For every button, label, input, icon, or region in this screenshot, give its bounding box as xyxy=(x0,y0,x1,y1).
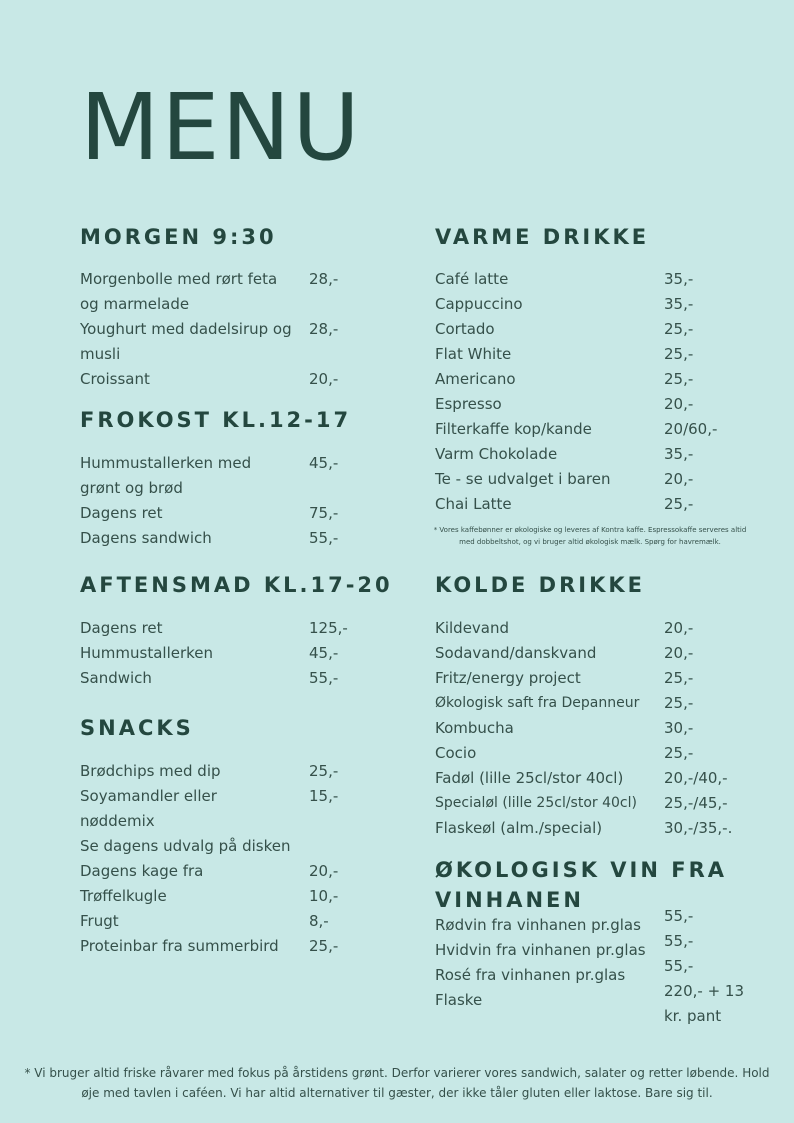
item-name: Americano xyxy=(435,370,516,388)
menu-item xyxy=(80,641,400,666)
menu-item xyxy=(80,859,400,884)
wine-price: 55,- xyxy=(664,932,694,950)
item-price: 30,-/35,-. xyxy=(664,819,733,837)
menu-item xyxy=(80,884,400,909)
item-price: 20,- xyxy=(664,619,694,637)
item-name: Se dagens udvalg på disken xyxy=(80,837,291,855)
item-price: 20,-/40,- xyxy=(664,769,728,787)
menu-item xyxy=(80,526,400,551)
menu-item xyxy=(80,759,400,784)
item-price: 25,- xyxy=(309,762,339,780)
item-name: Cocio xyxy=(435,744,477,762)
menu-list xyxy=(80,267,400,392)
wine-price: 220,- + 13 xyxy=(664,982,745,1000)
item-name: Cortado xyxy=(435,320,495,338)
menu-item xyxy=(435,442,765,467)
menu-item xyxy=(435,741,765,766)
menu-item xyxy=(435,791,765,816)
wine-name: Rosé fra vinhanen pr.glas xyxy=(435,966,626,984)
item-price: 8,- xyxy=(309,912,329,930)
menu-list xyxy=(80,451,400,551)
item-name: Sandwich xyxy=(80,669,152,687)
item-name: Dagens ret xyxy=(80,504,163,522)
item-name: Kildevand xyxy=(435,619,510,637)
item-price: 25,- xyxy=(664,495,694,513)
item-price: 15,- xyxy=(309,787,339,805)
item-price: 35,- xyxy=(664,295,694,313)
item-price: 35,- xyxy=(664,445,694,463)
wine-name: Hvidvin fra vinhanen pr.glas xyxy=(435,941,646,959)
item-price: 125,- xyxy=(309,619,348,637)
menu-item xyxy=(435,467,765,492)
section-aftensmad xyxy=(80,570,400,691)
item-name: Croissant xyxy=(80,370,150,388)
menu-item xyxy=(435,641,765,666)
menu-item xyxy=(80,616,400,641)
menu-item xyxy=(435,666,765,691)
item-price: 75,- xyxy=(309,504,339,522)
item-name: Chai Latte xyxy=(435,495,512,513)
item-name: Dagens sandwich xyxy=(80,529,212,547)
section-morgen xyxy=(80,222,400,392)
item-price: 28,- xyxy=(309,320,339,338)
wine-price: kr. pant xyxy=(664,1007,722,1025)
item-price: 35,- xyxy=(664,270,694,288)
section-kolde-drikke xyxy=(435,570,765,841)
item-name: Varm Chokolade xyxy=(435,445,558,463)
page-title: MENU xyxy=(80,74,362,181)
item-price: 25,- xyxy=(664,694,694,712)
wine-name: Rødvin fra vinhanen pr.glas xyxy=(435,916,641,934)
footer-note: * Vi bruger altid friske råvarer med fokus på årstidens grønt. Derfor varierer vores sandwich, salater og retter løbende. Hold øje med tavlen i caféen. Vi har altid alternativer til gæster, der ikke tåler gluten eller laktose. Bare sig til. xyxy=(24,1066,770,1100)
menu-item xyxy=(435,267,765,292)
wine-prices xyxy=(664,904,744,1029)
menu-item xyxy=(435,691,765,716)
menu-list xyxy=(435,616,765,841)
item-price: 55,- xyxy=(309,529,339,547)
menu-item xyxy=(80,367,400,392)
menu-item xyxy=(80,317,400,367)
section-vin xyxy=(435,855,765,1035)
item-price: 25,- xyxy=(664,669,694,687)
section-heading: AFTENSMAD KL.17-20 xyxy=(80,573,393,597)
item-name: Youghurt med dadelsirup og musli xyxy=(80,320,292,363)
item-name: Morgenbolle med rørt feta og marmelade xyxy=(80,270,278,313)
menu-list xyxy=(80,759,400,959)
menu-item xyxy=(80,909,400,934)
item-name: Specialøl (lille 25cl/stor 40cl) xyxy=(435,795,637,811)
item-name: Te - se udvalget i baren xyxy=(435,470,611,488)
item-price: 25,- xyxy=(664,370,694,388)
menu-item xyxy=(80,784,400,834)
item-name: Filterkaffe kop/kande xyxy=(435,420,592,438)
item-price: 45,- xyxy=(309,454,339,472)
item-name: Fadøl (lille 25cl/stor 40cl) xyxy=(435,769,624,787)
menu-item xyxy=(435,816,765,841)
item-name: Fritz/energy project xyxy=(435,669,581,687)
item-name: Cappuccino xyxy=(435,295,523,313)
section-frokost xyxy=(80,405,400,551)
item-price: 25,- xyxy=(309,937,339,955)
menu-item xyxy=(435,766,765,791)
section-snacks xyxy=(80,713,400,959)
item-price: 45,- xyxy=(309,644,339,662)
wine-price: 55,- xyxy=(664,907,694,925)
menu-item xyxy=(435,317,765,342)
item-price: 25,-/45,- xyxy=(664,794,728,812)
item-name: Sodavand/danskvand xyxy=(435,644,597,662)
menu-item xyxy=(435,342,765,367)
menu-item xyxy=(435,716,765,741)
menu-item xyxy=(80,267,400,317)
section-heading: FROKOST KL.12-17 xyxy=(80,408,352,432)
item-name: Espresso xyxy=(435,395,502,413)
item-price: 20,- xyxy=(664,644,694,662)
item-price: 20,- xyxy=(309,370,339,388)
item-price: 25,- xyxy=(664,345,694,363)
item-name: Flaskeøl (alm./special) xyxy=(435,819,603,837)
item-name: Proteinbar fra summerbird xyxy=(80,937,279,955)
item-price: 55,- xyxy=(309,669,339,687)
item-name: Brødchips med dip xyxy=(80,762,221,780)
section-heading: SNACKS xyxy=(80,716,194,740)
item-price: 25,- xyxy=(664,744,694,762)
section-heading: VARME DRIKKE xyxy=(435,225,650,249)
menu-item xyxy=(80,934,400,959)
coffee-note: * Vores kaffebønner er økologiske og leveres af Kontra kaffe. Espressokaffe serveres altid med dobbeltshot, og vi bruger altid økologisk mælk. Spørg for havremælk. xyxy=(433,526,747,546)
item-name: Flat White xyxy=(435,345,512,363)
menu-item xyxy=(435,492,765,517)
item-name: Dagens ret xyxy=(80,619,163,637)
section-heading: MORGEN 9:30 xyxy=(80,225,277,249)
section-varme-drikke xyxy=(435,222,765,517)
item-name: Økologisk saft fra Depanneur xyxy=(435,695,640,711)
menu-item xyxy=(435,616,765,641)
item-name: Kombucha xyxy=(435,719,514,737)
item-name: Café latte xyxy=(435,270,509,288)
item-name: Trøffelkugle xyxy=(80,887,167,905)
menu-item xyxy=(435,367,765,392)
menu-list xyxy=(435,267,765,517)
menu-list xyxy=(80,616,400,691)
item-price: 10,- xyxy=(309,887,339,905)
wine-price: 55,- xyxy=(664,957,694,975)
item-price: 20,- xyxy=(309,862,339,880)
item-price: 20,- xyxy=(664,395,694,413)
wine-names xyxy=(435,913,660,1013)
item-name: Dagens kage fra xyxy=(80,862,204,880)
menu-item xyxy=(80,451,400,501)
menu-item xyxy=(80,834,400,859)
item-price: 20,- xyxy=(664,470,694,488)
section-heading: ØKOLOGISK VIN FRA VINHANEN xyxy=(435,858,727,912)
item-name: Frugt xyxy=(80,912,119,930)
item-name: Hummustallerken xyxy=(80,644,214,662)
menu-item xyxy=(80,666,400,691)
menu-item xyxy=(435,392,765,417)
section-heading: KOLDE DRIKKE xyxy=(435,573,645,597)
item-price: 25,- xyxy=(664,320,694,338)
item-price: 28,- xyxy=(309,270,339,288)
item-price: 20/60,- xyxy=(664,420,718,438)
menu-item xyxy=(435,417,765,442)
menu-item xyxy=(435,292,765,317)
item-price: 30,- xyxy=(664,719,694,737)
wine-name: Flaske xyxy=(435,991,483,1009)
item-name: Soyamandler eller nøddemix xyxy=(80,787,217,830)
menu-item xyxy=(80,501,400,526)
item-name: Hummustallerken med grønt og brød xyxy=(80,454,252,497)
